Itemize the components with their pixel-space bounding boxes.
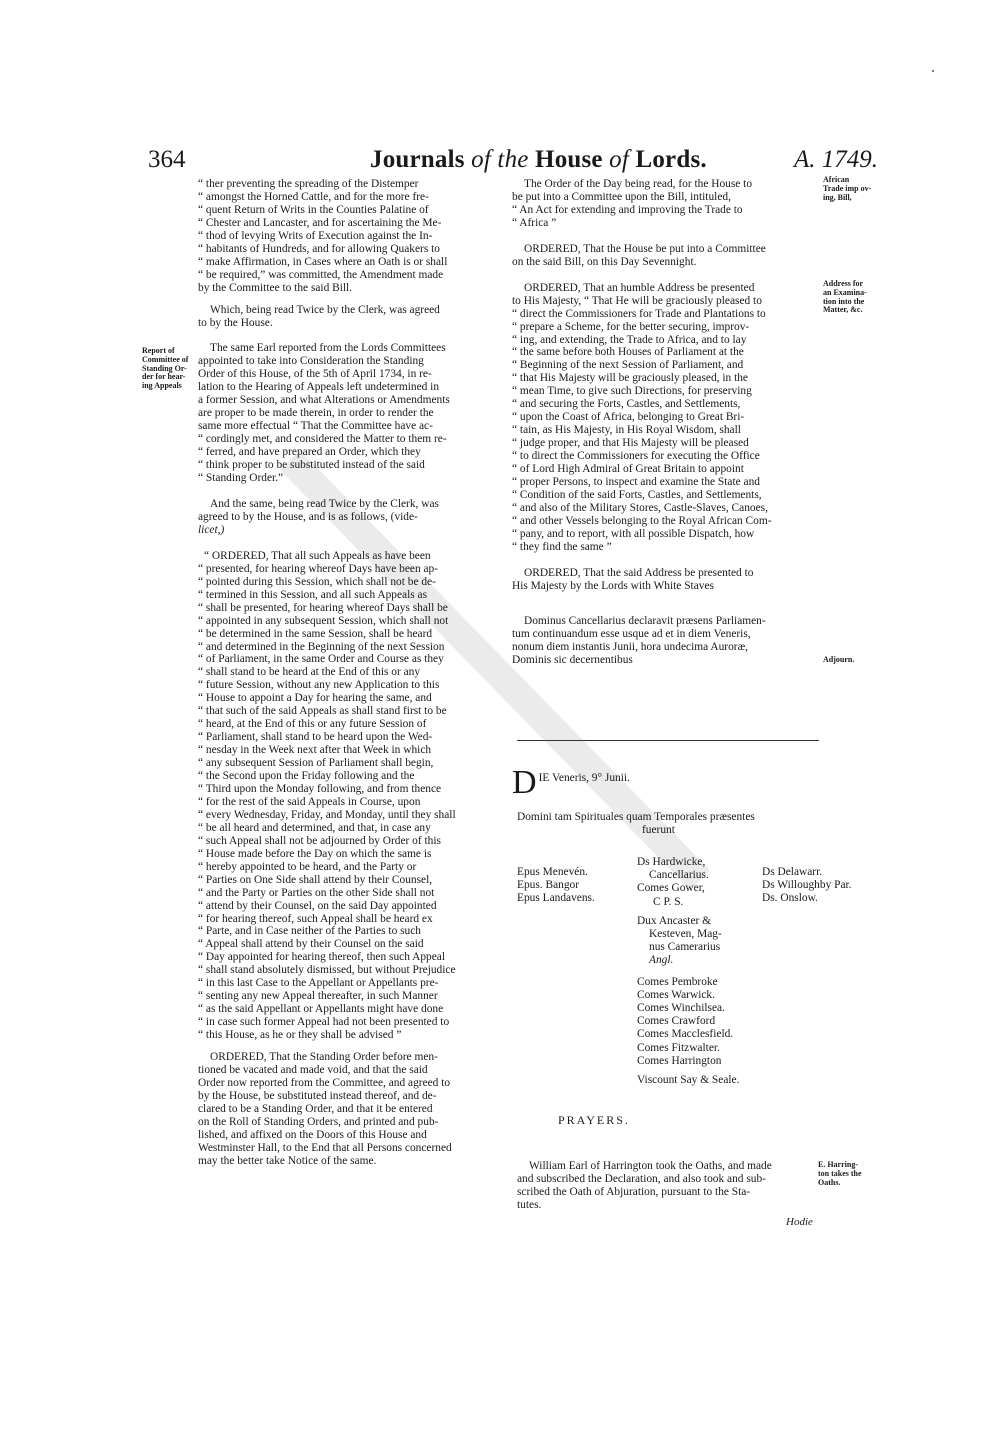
sitting-date-text: IE Veneris, 9° Junii. [538, 772, 630, 784]
sitting-date [512, 764, 822, 801]
paragraph-earl-report: The same Earl reported from the Lords Committees appointed to take into Consideration the Standing Order of this House, of the 5th of April 1734, in re- lation to the Hearing of Appeals left undetermined in a former Session, and what Alterations or Amendments are proper to be made therein, in order to render the same more effectual “ That the Committee have ac- “ cordingly met, and considered the Matter to them re- “ ferred, and have prepared an Order, which they “ think proper to be substituted instead of the said “ Standing Order.” [198, 342, 450, 485]
drop-cap: D [512, 764, 537, 801]
right-column [512, 178, 822, 666]
paragraph-adjournment-latin: Dominus Cancellarius declaravit præsens Parliamen- tum continuandum esse usque ad et in diem Veneris, nonum diem instantis Junii, hora undecima Auroræ, Dominis sic decernentibus [512, 614, 766, 666]
lord-name: Comes Gower, [637, 882, 705, 895]
page-number: 364 [148, 146, 186, 173]
lord-name: Ds. Onslow. [762, 892, 818, 905]
paragraph-vacated: ORDERED, That the Standing Order before men- tioned be vacated and made void, and that the said Order now reported from the Committee, and agreed to by the House, be substituted instead thereof, and de- clared to be a Standing Order, and that it be entered on the Roll of Standing Orders, and printed and pub- lished, and affixed on the Doors of this House and Westminster Hall, to the End that all Persons concerned may the better take Notice of the same. [198, 1051, 452, 1167]
lord-name: Viscount Say & Seale. [637, 1074, 740, 1087]
paragraph-standing-order: “ ORDERED, That all such Appeals as have been “ presented, for hearing whereof Days have been ap- “ pointed during this Session, which shall not be de- “ termined in this Session, and all such Appeals as “ shall be presented, for hearing whereof Days shall be “ appointed in any subsequent Session, which shall not “ be determined in the same Session, shall be heard “ and determined in the Beginning of the next Session “ of Parliament, in the same Order and Course as they “ shall stand to be heard at the End of this or any “ future Session, without any new Application to this “ House to appoint a Day for hearing the same, and “ that such of the said Appeals as shall stand first to be “ heard, at the End of this or any future Session of “ Parliament, shall stand to be heard upon the Wed- “ nesday in the Week next after that Week in which “ any subsequent Session of Parliament shall begin, “ the Second upon the Friday following and the “ Third upon the Monday following, and from thence “ for the rest of the said Appeals in Course, upon “ every Wednesday, Friday, and Monday, until they shall “ be all heard and determined, and that, in case any “ such Appeal shall not be adjourned by Order of this “ House made before the Day on which the same is “ hereby appointed to be heard, and the Party or “ Parties on One Side shall attend by their Counsel, “ and the Party or Parties on the other Side shall not “ attend by their Counsel, on the said Day appointed “ for hearing thereof, such Appeal shall be heard ex “ Parte, and in Case neither of the Parties to such “ Appeal shall attend by their Counsel on the said “ Day appointed for hearing thereof, then such Appeal “ shall stand absolutely dismissed, but without Prejudice “ in this last Case to the Appellant or Appellants pre- “ senting any new Appeal thereafter, in such Manner “ as the said Appellant or Appellants might have done “ in case such former Appeal had not been presented to “ this House, as he or they shall be advised ” [198, 549, 456, 1042]
prayers-heading: PRAYERS. [558, 1113, 630, 1127]
paragraph-agreed: Which, being read Twice by the Clerk, was agreed to by the House. [198, 303, 440, 329]
margin-note-harrington: E. Harring- ton takes the Oaths. [818, 1160, 862, 1187]
bishops-list [517, 866, 595, 906]
paragraph-read-twice: And the same, being read Twice by the Clerk, was agreed to by the House, and is as follows, (vide- licet,) [198, 497, 439, 536]
paragraph-order-of-day: The Order of the Day being read, for the House to be put into a Committee upon the Bill, intituled, “ An Act for extending and improving the Trade to “ Africa ” [512, 178, 753, 229]
lord-name: Dux Ancaster & [637, 914, 712, 927]
lord-name: Comes Fitzwalter. [637, 1041, 720, 1054]
lord-name: Ds Willoughby Par. [762, 879, 852, 892]
lord-name: C P. S. [653, 895, 684, 908]
year: A. 1749. [793, 146, 878, 173]
section-rule [517, 740, 819, 741]
lord-name: nus Camerarius [649, 941, 721, 954]
bishop-name: Epus. Bangor [517, 879, 580, 892]
lord-name: Ds Hardwicke, [637, 856, 706, 868]
bishop-name: Epus Menevén. [517, 866, 588, 878]
lord-name: Comes Crawford [637, 1015, 716, 1028]
catchword: Hodie [786, 1216, 813, 1228]
paragraph-harrington-oaths: William Earl of Harrington took the Oaths, and made and subscribed the Declaration, and also took and sub- scribed the Oath of Abjuration, pursuant to the Sta- tutes. [517, 1160, 772, 1211]
margin-note-report-committee: Report of Committee of Standing Or- der for hear- ing Appeals [142, 346, 189, 391]
lord-name: Angl. [649, 954, 674, 967]
lord-name: Comes Warwick. [637, 988, 715, 1001]
lord-name: Cancellarius. [649, 869, 709, 882]
margin-note-adjourn: Adjourn. [823, 655, 855, 664]
running-title: Journals of the House of Lords. [370, 146, 707, 173]
lord-name: Kesteven, Mag- [649, 928, 722, 941]
margin-note-african-trade: African Trade imp ov- ing, Bill, [823, 175, 872, 202]
bishop-name: Epus Landavens. [517, 892, 595, 905]
lord-name: Comes Macclesfield. [637, 1028, 734, 1041]
lord-name: Comes Pembroke [637, 975, 718, 988]
lord-name: Comes Harrington [637, 1054, 722, 1067]
paragraph-white-staves: ORDERED, That the said Address be presented to His Majesty by the Lords with White Staves [512, 566, 754, 592]
left-column [198, 178, 501, 1168]
lord-name: Comes Winchilsea. [637, 1002, 725, 1015]
lords-list-middle [637, 856, 739, 1087]
lords-present-line: Domini tam Spirituales quam Temporales præsentes fuerunt [517, 811, 755, 836]
lord-name: Ds Delawarr. [762, 866, 823, 878]
speck [932, 70, 934, 72]
margin-note-address: Address for an Examina- tion into the Matter, &c. [823, 279, 867, 315]
running-header [148, 144, 878, 180]
paragraph-humble-address: ORDERED, That an humble Address be presented to His Majesty, “ That He will be graciously pleased to “ direct the Commissioners for Trade and Plantations to “ prepare a Scheme, for the better securing, improv- “ ing, and extending, the Trade to Africa, and to lay “ the same before both Houses of Parliament at the “ Beginning of the next Session of Parliament, and “ that His Majesty will be graciously pleased, in the “ mean Time, to give such Directions, for preserving “ and securing the Forts, Castles, and Settlements, “ upon the Coast of Africa, belonging to Great Bri- “ tain, as His Majesty, in His Royal Wisdom, shall “ judge proper, and that His Majesty will be pleased “ to direct the Commissioners for executing the Office “ of Lord High Admiral of Great Britain to appoint “ proper Persons, to inspect and examine the State and “ Condition of the said Forts, Castles, and Settlements, “ and also of the Military Stores, Castle-Slaves, Canoes, “ and other Vessels belonging to the Royal African Com- “ pany, and to report, with all possible Dispatch, how “ they find the same ” [512, 281, 772, 553]
paragraph-distemper-bill: “ ther preventing the spreading of the Distemper “ amongst the Horned Cattle, and for the more fre- “ quent Return of Writs in the Counties Palatine of “ Chester and Lancaster, and for ascertaining the Me- “ thod of levying Writs of Execution against the In- “ habitants of Hundreds, and for allowing Quakers to “ make Affirmation, in Cases where an Oath is or shall “ be required,” was committed, the Amendment made by the Committee to the said Bill. [198, 178, 448, 294]
lords-list-right [762, 866, 852, 906]
paragraph-committee: ORDERED, That the House be put into a Committee on the said Bill, on this Day Sevennight. [512, 242, 766, 268]
